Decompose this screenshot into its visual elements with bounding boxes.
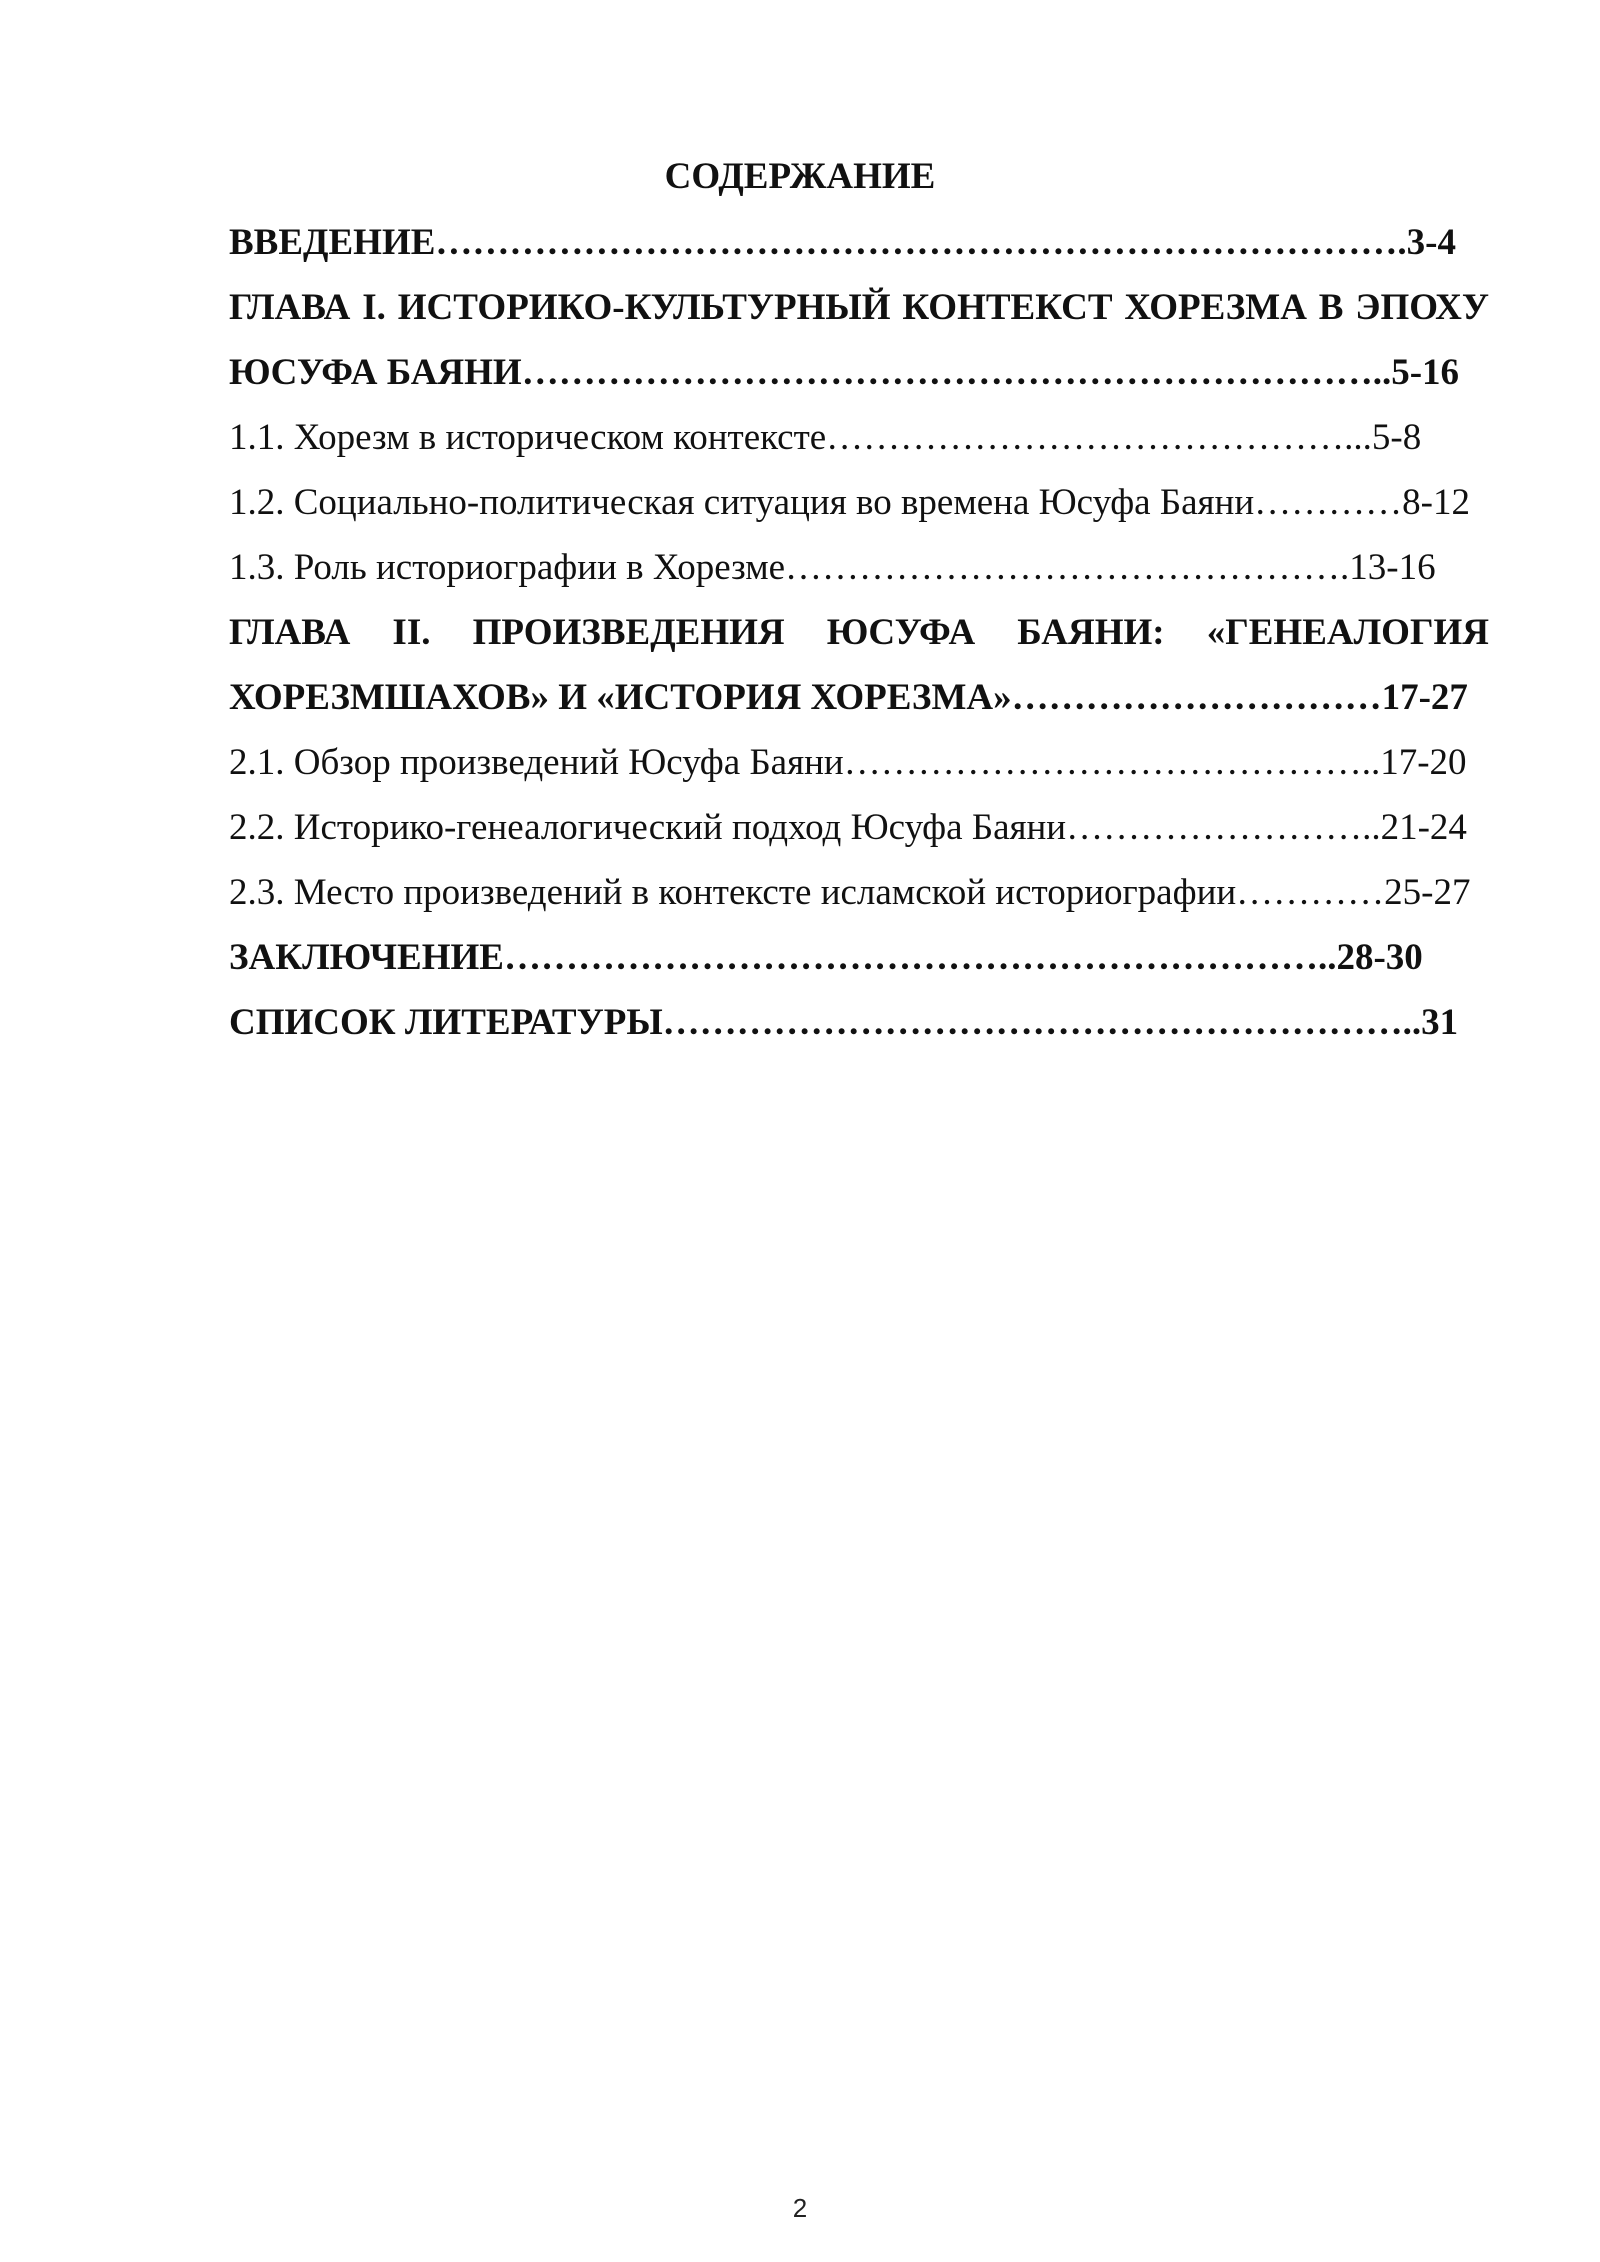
toc-entry-section-1-1: 1.1. Хорезм в историческом контексте……………………………………...5-8 bbox=[229, 417, 1422, 458]
toc-list bbox=[229, 210, 1489, 1055]
toc-entry-section-2-1: 2.1. Обзор произведений Юсуфа Баяни……………………………………..17-20 bbox=[229, 742, 1467, 783]
toc-entry-section-1-3: 1.3. Роль историографии в Хорезме……………………………………….13-16 bbox=[229, 547, 1436, 588]
toc-entry-bibliography: СПИСОК ЛИТЕРАТУРЫ……………………………………………………..31 bbox=[229, 1002, 1459, 1043]
toc-entry-section-2-3: 2.3. Место произведений в контексте исламской историографии…………25-27 bbox=[229, 872, 1471, 913]
toc-entry-introduction: ВВЕДЕНИЕ…………………………………………………………………….3-4 bbox=[229, 222, 1456, 263]
page-number: 2 bbox=[792, 2193, 808, 2223]
toc-entry-chapter-1: ГЛАВА I. ИСТОРИКО-КУЛЬТУРНЫЙ КОНТЕКСТ ХОРЕЗМА В ЭПОХУ ЮСУФА БАЯНИ……………………………………………………………..5-16 bbox=[229, 287, 1489, 393]
toc-entry-conclusion: ЗАКЛЮЧЕНИЕ…………………………………………………………..28-30 bbox=[229, 937, 1423, 978]
toc-entry-section-1-2: 1.2. Социально-политическая ситуация во времена Юсуфа Баяни…………8-12 bbox=[229, 482, 1470, 523]
toc-entry-chapter-2: ГЛАВА II. ПРОИЗВЕДЕНИЯ ЮСУФА БАЯНИ: «ГЕНЕАЛОГИЯ ХОРЕЗМШАХОВ» И «ИСТОРИЯ ХОРЕЗМА»…………………………17-27 bbox=[229, 612, 1489, 718]
toc-entry-section-2-2: 2.2. Историко-генеалогический подход Юсуфа Баяни……………………..21-24 bbox=[229, 807, 1467, 848]
toc-title: СОДЕРЖАНИЕ bbox=[664, 156, 936, 197]
